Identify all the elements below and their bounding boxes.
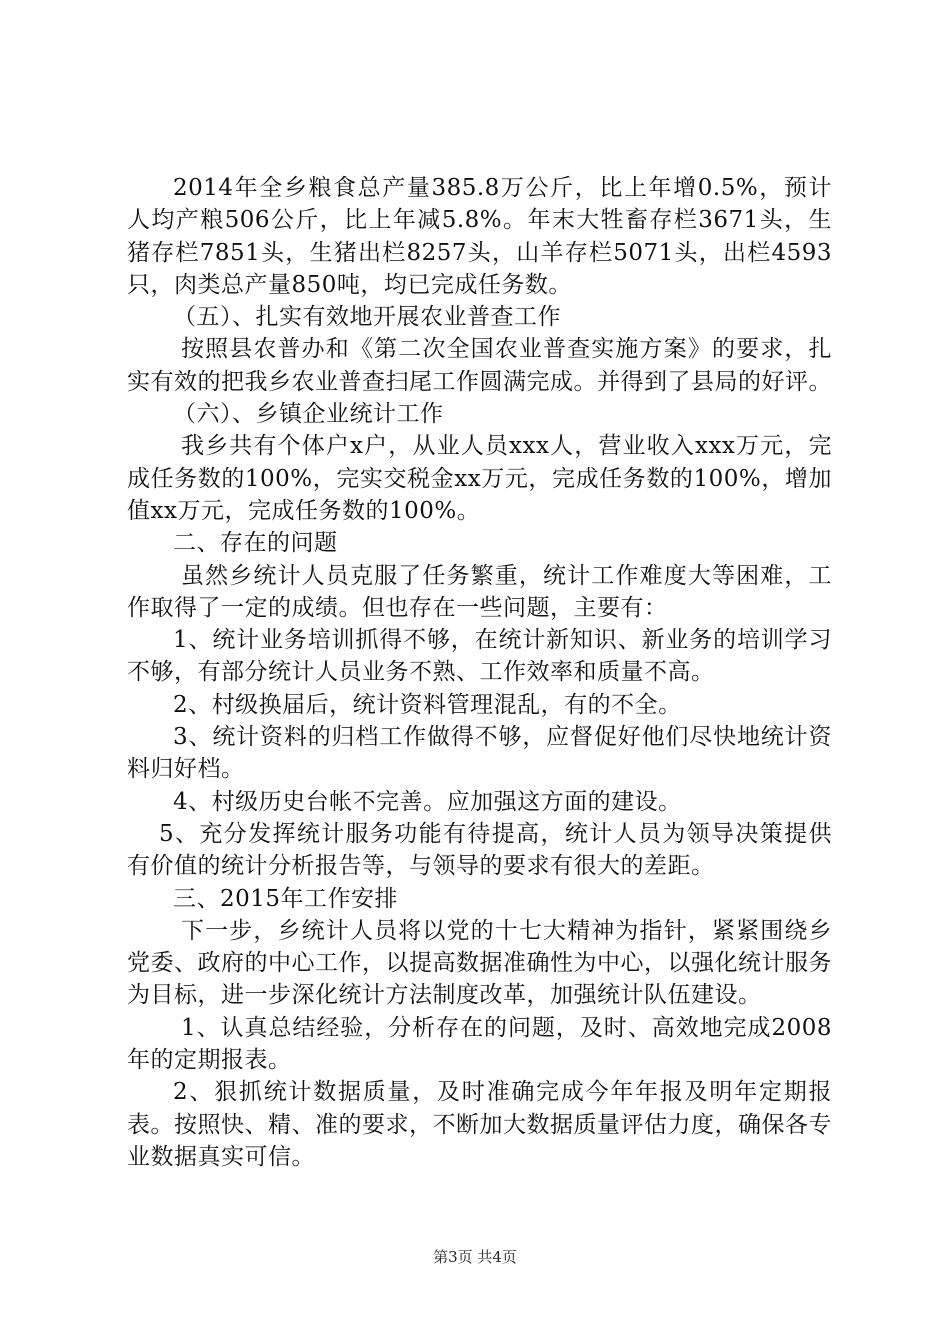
section-heading-township-enterprise: （六）、乡镇企业统计工作 <box>173 401 444 428</box>
list-item-problem-5: 5、充分发挥统计服务功能有待提高，统计人员为领导决策提供有价值的统计分析报告等，与领导的要求有很大的差距。 <box>127 820 832 880</box>
section-heading-agri-census: （五）、扎实有效地开展农业普查工作 <box>173 304 561 331</box>
paragraph-plan-intro: 下一步，乡统计人员将以党的十七大精神为指针，紧紧围绕乡党委、政府的中心工作，以提高数据准确性为中心，以强化统计服务为目标，进一步深化统计方法制度改革，加强统计队伍建设。 <box>127 917 832 1009</box>
page-number-footer: 第3页 共4页 <box>433 1248 517 1266</box>
section-heading-problems: 二、存在的问题 <box>173 530 338 557</box>
list-item-plan-2: 2、狠抓统计数据质量，及时准确完成今年年报及明年定期报表。按照快、精、准的要求，不断加大数据质量评估力度，确保各专业数据真实可信。 <box>127 1079 832 1170</box>
list-item-problem-3: 3、统计资料的归档工作做得不够，应督促好他们尽快地统计资料归好档。 <box>127 724 832 783</box>
list-item-plan-1: 1、认真总结经验，分析存在的问题，及时、高效地完成2008年的定期报表。 <box>127 1014 832 1074</box>
list-item-problem-1: 1、统计业务培训抓得不够，在统计新知识、新业务的培训学习不够，有部分统计人员业务不熟、工作效率和质量不高。 <box>127 627 832 686</box>
paragraph-grain-output: 2014年全乡粮食总产量385.8万公斤，比上年增0.5%，预计人均产粮506公斤，比上年减5.8%。年末大牲畜存栏3671头，生猪存栏7851头，生猪出栏8257头，山羊存栏5071头，出栏4593只，肉类总产量850吨，均已完成任务数。 <box>127 175 832 298</box>
paragraph-township-enterprise: 我乡共有个体户x户，从业人员xxx人，营业收入xxx万元，完成任务数的100%，完实交税金xx万元，完成任务数的100%，增加值xx万元，完成任务数的100%。 <box>127 433 832 524</box>
list-item-problem-4: 4、村级历史台帐不完善。应加强这方面的建设。 <box>173 788 682 815</box>
paragraph-problems-intro: 虽然乡统计人员克服了任务繁重，统计工作难度大等困难，工作取得了一定的成绩。但也存在一些问题，主要有： <box>127 562 832 621</box>
list-item-problem-2: 2、村级换届后，统计资料管理混乱，有的不全。 <box>173 691 682 718</box>
document-body <box>127 172 832 1173</box>
section-heading-2015-plan: 三、2015年工作安排 <box>173 885 399 912</box>
paragraph-agri-census: 按照县农普办和《第二次全国农业普查实施方案》的要求，扎实有效的把我乡农业普查扫尾工作圆满完成。并得到了县局的好评。 <box>127 336 832 395</box>
